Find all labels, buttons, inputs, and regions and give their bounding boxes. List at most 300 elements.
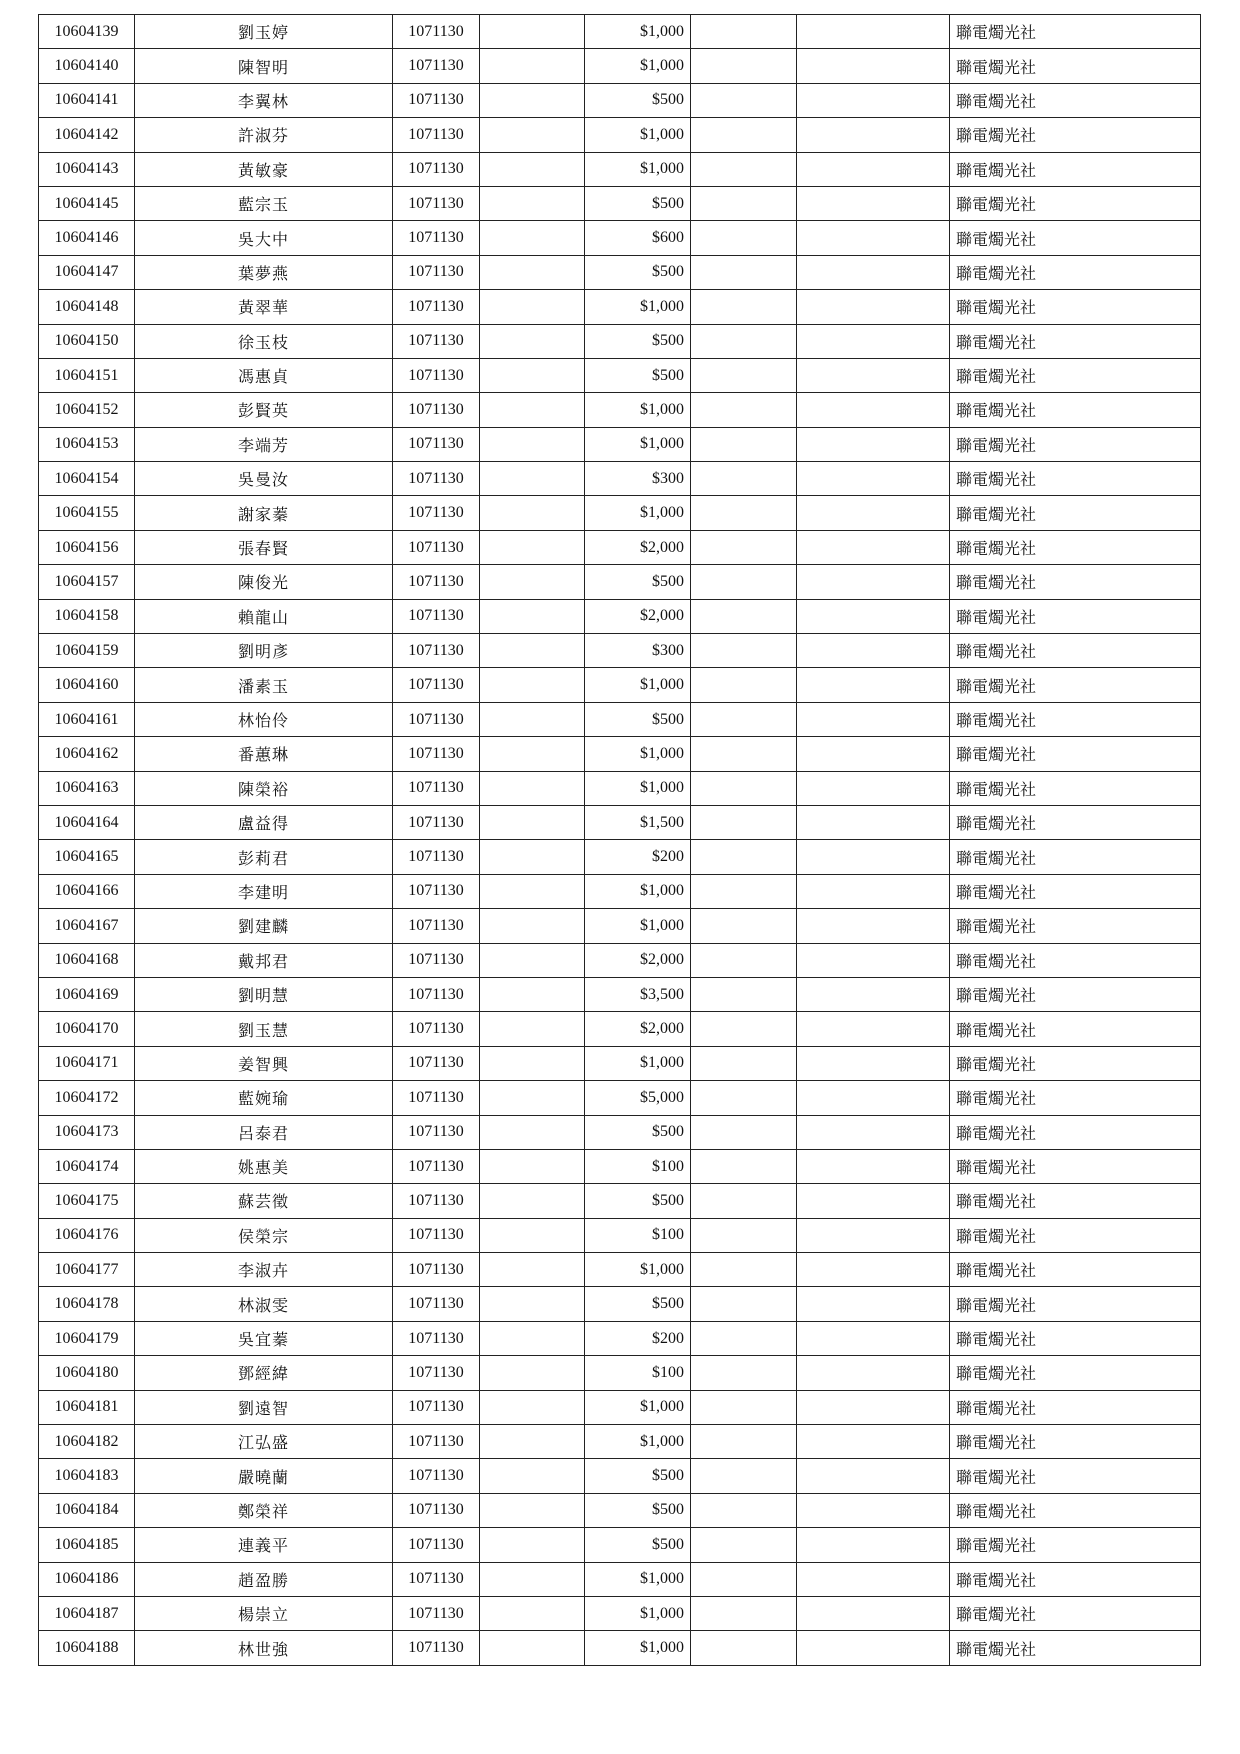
- empty-cell: [691, 49, 797, 83]
- empty-cell: [480, 1425, 585, 1459]
- empty-cell: [480, 668, 585, 702]
- organization-cell: 聯電燭光社: [950, 1562, 1201, 1596]
- empty-cell: [797, 909, 950, 943]
- receipt-number-cell: 10604177: [39, 1253, 135, 1287]
- table-row: [39, 1631, 1201, 1665]
- empty-cell: [691, 565, 797, 599]
- empty-cell: [691, 221, 797, 255]
- table-row: [39, 909, 1201, 943]
- empty-cell: [691, 15, 797, 49]
- empty-cell: [691, 1081, 797, 1115]
- empty-cell: [691, 1562, 797, 1596]
- table-row: [39, 462, 1201, 496]
- amount-cell: $500: [585, 324, 691, 358]
- amount-cell: $500: [585, 702, 691, 736]
- empty-cell: [797, 737, 950, 771]
- organization-cell: 聯電燭光社: [950, 152, 1201, 186]
- amount-cell: $500: [585, 565, 691, 599]
- receipt-number-cell: 10604167: [39, 909, 135, 943]
- donor-name-cell: 吳曼汝: [135, 462, 393, 496]
- table-row: [39, 15, 1201, 49]
- donor-name-cell: 劉玉婷: [135, 15, 393, 49]
- empty-cell: [480, 255, 585, 289]
- table-row: [39, 977, 1201, 1011]
- empty-cell: [480, 152, 585, 186]
- table-row: [39, 668, 1201, 702]
- empty-cell: [797, 1356, 950, 1390]
- date-cell: 1071130: [393, 805, 480, 839]
- date-cell: 1071130: [393, 530, 480, 564]
- date-cell: 1071130: [393, 290, 480, 324]
- table-row: [39, 1493, 1201, 1527]
- donor-name-cell: 鄭榮祥: [135, 1493, 393, 1527]
- date-cell: 1071130: [393, 1528, 480, 1562]
- date-cell: 1071130: [393, 565, 480, 599]
- amount-cell: $1,000: [585, 1390, 691, 1424]
- amount-cell: $5,000: [585, 1081, 691, 1115]
- organization-cell: 聯電燭光社: [950, 1459, 1201, 1493]
- table-row: [39, 943, 1201, 977]
- date-cell: 1071130: [393, 1493, 480, 1527]
- empty-cell: [691, 393, 797, 427]
- empty-cell: [797, 668, 950, 702]
- donor-name-cell: 藍宗玉: [135, 186, 393, 220]
- table-row: [39, 1149, 1201, 1183]
- donor-name-cell: 林怡伶: [135, 702, 393, 736]
- empty-cell: [691, 186, 797, 220]
- empty-cell: [691, 943, 797, 977]
- receipt-number-cell: 10604145: [39, 186, 135, 220]
- date-cell: 1071130: [393, 1218, 480, 1252]
- empty-cell: [480, 1287, 585, 1321]
- amount-cell: $1,000: [585, 874, 691, 908]
- empty-cell: [797, 943, 950, 977]
- empty-cell: [797, 1562, 950, 1596]
- empty-cell: [691, 427, 797, 461]
- table-row: [39, 1184, 1201, 1218]
- table-row: [39, 1287, 1201, 1321]
- date-cell: 1071130: [393, 1425, 480, 1459]
- empty-cell: [797, 255, 950, 289]
- empty-cell: [480, 427, 585, 461]
- date-cell: 1071130: [393, 1631, 480, 1665]
- date-cell: 1071130: [393, 1287, 480, 1321]
- table-row: [39, 737, 1201, 771]
- receipt-number-cell: 10604158: [39, 599, 135, 633]
- organization-cell: 聯電燭光社: [950, 1012, 1201, 1046]
- organization-cell: 聯電燭光社: [950, 840, 1201, 874]
- organization-cell: 聯電燭光社: [950, 668, 1201, 702]
- organization-cell: 聯電燭光社: [950, 1253, 1201, 1287]
- empty-cell: [797, 1596, 950, 1630]
- empty-cell: [691, 1321, 797, 1355]
- empty-cell: [797, 565, 950, 599]
- empty-cell: [691, 634, 797, 668]
- table-row: [39, 1046, 1201, 1080]
- empty-cell: [797, 49, 950, 83]
- empty-cell: [480, 496, 585, 530]
- receipt-number-cell: 10604150: [39, 324, 135, 358]
- empty-cell: [691, 83, 797, 117]
- empty-cell: [691, 1596, 797, 1630]
- receipt-number-cell: 10604181: [39, 1390, 135, 1424]
- amount-cell: $1,000: [585, 49, 691, 83]
- amount-cell: $1,000: [585, 1046, 691, 1080]
- date-cell: 1071130: [393, 1149, 480, 1183]
- amount-cell: $1,000: [585, 771, 691, 805]
- amount-cell: $200: [585, 1321, 691, 1355]
- table-row: [39, 1081, 1201, 1115]
- empty-cell: [797, 358, 950, 392]
- amount-cell: $1,000: [585, 427, 691, 461]
- organization-cell: 聯電燭光社: [950, 393, 1201, 427]
- amount-cell: $1,000: [585, 290, 691, 324]
- amount-cell: $500: [585, 1115, 691, 1149]
- empty-cell: [691, 462, 797, 496]
- empty-cell: [691, 1459, 797, 1493]
- donor-name-cell: 張春賢: [135, 530, 393, 564]
- date-cell: 1071130: [393, 255, 480, 289]
- empty-cell: [797, 771, 950, 805]
- donor-name-cell: 彭莉君: [135, 840, 393, 874]
- empty-cell: [691, 118, 797, 152]
- receipt-number-cell: 10604168: [39, 943, 135, 977]
- table-row: [39, 1459, 1201, 1493]
- donor-name-cell: 鄧經緯: [135, 1356, 393, 1390]
- donor-name-cell: 林世強: [135, 1631, 393, 1665]
- empty-cell: [691, 668, 797, 702]
- empty-cell: [480, 1493, 585, 1527]
- empty-cell: [797, 1493, 950, 1527]
- receipt-number-cell: 10604188: [39, 1631, 135, 1665]
- empty-cell: [480, 1081, 585, 1115]
- table-row: [39, 1390, 1201, 1424]
- empty-cell: [480, 15, 585, 49]
- organization-cell: 聯電燭光社: [950, 427, 1201, 461]
- organization-cell: 聯電燭光社: [950, 1425, 1201, 1459]
- organization-cell: 聯電燭光社: [950, 874, 1201, 908]
- amount-cell: $1,000: [585, 909, 691, 943]
- donor-name-cell: 楊崇立: [135, 1596, 393, 1630]
- empty-cell: [797, 152, 950, 186]
- donor-name-cell: 姚惠美: [135, 1149, 393, 1183]
- date-cell: 1071130: [393, 462, 480, 496]
- empty-cell: [797, 977, 950, 1011]
- organization-cell: 聯電燭光社: [950, 634, 1201, 668]
- empty-cell: [480, 324, 585, 358]
- organization-cell: 聯電燭光社: [950, 530, 1201, 564]
- date-cell: 1071130: [393, 1321, 480, 1355]
- amount-cell: $500: [585, 1528, 691, 1562]
- empty-cell: [691, 1149, 797, 1183]
- empty-cell: [691, 1115, 797, 1149]
- empty-cell: [797, 118, 950, 152]
- organization-cell: 聯電燭光社: [950, 599, 1201, 633]
- receipt-number-cell: 10604142: [39, 118, 135, 152]
- table-row: [39, 186, 1201, 220]
- date-cell: 1071130: [393, 977, 480, 1011]
- empty-cell: [480, 83, 585, 117]
- empty-cell: [691, 152, 797, 186]
- organization-cell: 聯電燭光社: [950, 324, 1201, 358]
- donor-name-cell: 陳俊光: [135, 565, 393, 599]
- donor-name-cell: 侯榮宗: [135, 1218, 393, 1252]
- empty-cell: [691, 1631, 797, 1665]
- receipt-number-cell: 10604163: [39, 771, 135, 805]
- receipt-number-cell: 10604162: [39, 737, 135, 771]
- donor-name-cell: 馮惠貞: [135, 358, 393, 392]
- empty-cell: [480, 118, 585, 152]
- date-cell: 1071130: [393, 83, 480, 117]
- empty-cell: [480, 1253, 585, 1287]
- date-cell: 1071130: [393, 599, 480, 633]
- date-cell: 1071130: [393, 1115, 480, 1149]
- empty-cell: [691, 1184, 797, 1218]
- donor-name-cell: 陳智明: [135, 49, 393, 83]
- receipt-number-cell: 10604156: [39, 530, 135, 564]
- table-row: [39, 1528, 1201, 1562]
- table-row: [39, 634, 1201, 668]
- empty-cell: [691, 1356, 797, 1390]
- donor-name-cell: 吳宜蓁: [135, 1321, 393, 1355]
- donor-name-cell: 賴龍山: [135, 599, 393, 633]
- empty-cell: [480, 1321, 585, 1355]
- empty-cell: [691, 737, 797, 771]
- empty-cell: [480, 943, 585, 977]
- empty-cell: [480, 1596, 585, 1630]
- organization-cell: 聯電燭光社: [950, 1115, 1201, 1149]
- empty-cell: [797, 599, 950, 633]
- empty-cell: [797, 634, 950, 668]
- donor-name-cell: 許淑芬: [135, 118, 393, 152]
- table-row: [39, 840, 1201, 874]
- empty-cell: [797, 83, 950, 117]
- empty-cell: [797, 702, 950, 736]
- empty-cell: [691, 1390, 797, 1424]
- organization-cell: 聯電燭光社: [950, 462, 1201, 496]
- empty-cell: [797, 1046, 950, 1080]
- receipt-number-cell: 10604182: [39, 1425, 135, 1459]
- organization-cell: 聯電燭光社: [950, 737, 1201, 771]
- empty-cell: [797, 1321, 950, 1355]
- amount-cell: $500: [585, 83, 691, 117]
- organization-cell: 聯電燭光社: [950, 1528, 1201, 1562]
- table-row: [39, 49, 1201, 83]
- empty-cell: [480, 771, 585, 805]
- empty-cell: [797, 1012, 950, 1046]
- date-cell: 1071130: [393, 152, 480, 186]
- donor-name-cell: 劉玉慧: [135, 1012, 393, 1046]
- empty-cell: [691, 358, 797, 392]
- table-row: [39, 1321, 1201, 1355]
- empty-cell: [691, 840, 797, 874]
- empty-cell: [797, 1115, 950, 1149]
- receipt-number-cell: 10604166: [39, 874, 135, 908]
- amount-cell: $2,000: [585, 530, 691, 564]
- donor-name-cell: 江弘盛: [135, 1425, 393, 1459]
- receipt-number-cell: 10604175: [39, 1184, 135, 1218]
- date-cell: 1071130: [393, 1390, 480, 1424]
- amount-cell: $500: [585, 255, 691, 289]
- empty-cell: [480, 977, 585, 1011]
- table-row: [39, 530, 1201, 564]
- receipt-number-cell: 10604169: [39, 977, 135, 1011]
- donor-name-cell: 趙盈勝: [135, 1562, 393, 1596]
- donor-name-cell: 李淑卉: [135, 1253, 393, 1287]
- table-row: [39, 324, 1201, 358]
- empty-cell: [480, 462, 585, 496]
- empty-cell: [480, 1459, 585, 1493]
- receipt-number-cell: 10604186: [39, 1562, 135, 1596]
- organization-cell: 聯電燭光社: [950, 1218, 1201, 1252]
- donor-name-cell: 藍婉瑜: [135, 1081, 393, 1115]
- empty-cell: [480, 1115, 585, 1149]
- amount-cell: $100: [585, 1149, 691, 1183]
- empty-cell: [691, 1253, 797, 1287]
- empty-cell: [480, 221, 585, 255]
- date-cell: 1071130: [393, 634, 480, 668]
- donor-name-cell: 徐玉枝: [135, 324, 393, 358]
- table-row: [39, 1425, 1201, 1459]
- empty-cell: [480, 290, 585, 324]
- table-row: [39, 427, 1201, 461]
- date-cell: 1071130: [393, 771, 480, 805]
- donor-name-cell: 謝家蓁: [135, 496, 393, 530]
- empty-cell: [797, 1459, 950, 1493]
- empty-cell: [480, 49, 585, 83]
- date-cell: 1071130: [393, 668, 480, 702]
- receipt-number-cell: 10604160: [39, 668, 135, 702]
- empty-cell: [797, 840, 950, 874]
- date-cell: 1071130: [393, 358, 480, 392]
- empty-cell: [797, 1425, 950, 1459]
- empty-cell: [797, 1218, 950, 1252]
- table-row: [39, 1596, 1201, 1630]
- organization-cell: 聯電燭光社: [950, 496, 1201, 530]
- empty-cell: [480, 805, 585, 839]
- amount-cell: $1,000: [585, 118, 691, 152]
- table-row: [39, 771, 1201, 805]
- receipt-number-cell: 10604161: [39, 702, 135, 736]
- organization-cell: 聯電燭光社: [950, 1390, 1201, 1424]
- empty-cell: [797, 496, 950, 530]
- empty-cell: [480, 1562, 585, 1596]
- date-cell: 1071130: [393, 49, 480, 83]
- empty-cell: [797, 15, 950, 49]
- date-cell: 1071130: [393, 1046, 480, 1080]
- amount-cell: $2,000: [585, 599, 691, 633]
- amount-cell: $1,000: [585, 668, 691, 702]
- table-row: [39, 599, 1201, 633]
- organization-cell: 聯電燭光社: [950, 565, 1201, 599]
- amount-cell: $500: [585, 1184, 691, 1218]
- organization-cell: 聯電燭光社: [950, 255, 1201, 289]
- receipt-number-cell: 10604180: [39, 1356, 135, 1390]
- receipt-number-cell: 10604143: [39, 152, 135, 186]
- date-cell: 1071130: [393, 840, 480, 874]
- organization-cell: 聯電燭光社: [950, 1596, 1201, 1630]
- donation-ledger-table: [38, 14, 1201, 1666]
- empty-cell: [691, 1046, 797, 1080]
- empty-cell: [691, 1493, 797, 1527]
- empty-cell: [691, 1425, 797, 1459]
- date-cell: 1071130: [393, 118, 480, 152]
- empty-cell: [480, 1218, 585, 1252]
- donor-name-cell: 李建明: [135, 874, 393, 908]
- organization-cell: 聯電燭光社: [950, 1081, 1201, 1115]
- organization-cell: 聯電燭光社: [950, 358, 1201, 392]
- donor-name-cell: 劉遠智: [135, 1390, 393, 1424]
- empty-cell: [480, 1390, 585, 1424]
- empty-cell: [480, 1012, 585, 1046]
- donor-name-cell: 蘇芸徵: [135, 1184, 393, 1218]
- amount-cell: $200: [585, 840, 691, 874]
- amount-cell: $3,500: [585, 977, 691, 1011]
- table-row: [39, 1562, 1201, 1596]
- organization-cell: 聯電燭光社: [950, 290, 1201, 324]
- amount-cell: $100: [585, 1218, 691, 1252]
- table-row: [39, 1115, 1201, 1149]
- empty-cell: [480, 393, 585, 427]
- empty-cell: [797, 1081, 950, 1115]
- empty-cell: [480, 565, 585, 599]
- amount-cell: $500: [585, 186, 691, 220]
- empty-cell: [691, 909, 797, 943]
- date-cell: 1071130: [393, 1253, 480, 1287]
- donor-name-cell: 彭賢英: [135, 393, 393, 427]
- date-cell: 1071130: [393, 737, 480, 771]
- empty-cell: [797, 221, 950, 255]
- date-cell: 1071130: [393, 909, 480, 943]
- donor-name-cell: 黃翠華: [135, 290, 393, 324]
- empty-cell: [691, 255, 797, 289]
- table-row: [39, 1218, 1201, 1252]
- empty-cell: [480, 1356, 585, 1390]
- amount-cell: $1,000: [585, 15, 691, 49]
- empty-cell: [797, 290, 950, 324]
- empty-cell: [797, 1253, 950, 1287]
- organization-cell: 聯電燭光社: [950, 221, 1201, 255]
- table-row: [39, 221, 1201, 255]
- receipt-number-cell: 10604174: [39, 1149, 135, 1183]
- empty-cell: [691, 496, 797, 530]
- table-row: [39, 290, 1201, 324]
- amount-cell: $1,000: [585, 496, 691, 530]
- organization-cell: 聯電燭光社: [950, 118, 1201, 152]
- date-cell: 1071130: [393, 943, 480, 977]
- donor-name-cell: 黃敏豪: [135, 152, 393, 186]
- receipt-number-cell: 10604152: [39, 393, 135, 427]
- amount-cell: $1,000: [585, 393, 691, 427]
- date-cell: 1071130: [393, 1596, 480, 1630]
- receipt-number-cell: 10604148: [39, 290, 135, 324]
- date-cell: 1071130: [393, 15, 480, 49]
- donor-name-cell: 葉夢燕: [135, 255, 393, 289]
- receipt-number-cell: 10604172: [39, 1081, 135, 1115]
- empty-cell: [691, 771, 797, 805]
- empty-cell: [691, 1287, 797, 1321]
- date-cell: 1071130: [393, 1562, 480, 1596]
- empty-cell: [691, 599, 797, 633]
- empty-cell: [480, 1528, 585, 1562]
- amount-cell: $500: [585, 1493, 691, 1527]
- empty-cell: [797, 393, 950, 427]
- amount-cell: $1,000: [585, 1562, 691, 1596]
- empty-cell: [480, 909, 585, 943]
- empty-cell: [480, 186, 585, 220]
- empty-cell: [480, 1149, 585, 1183]
- empty-cell: [797, 1390, 950, 1424]
